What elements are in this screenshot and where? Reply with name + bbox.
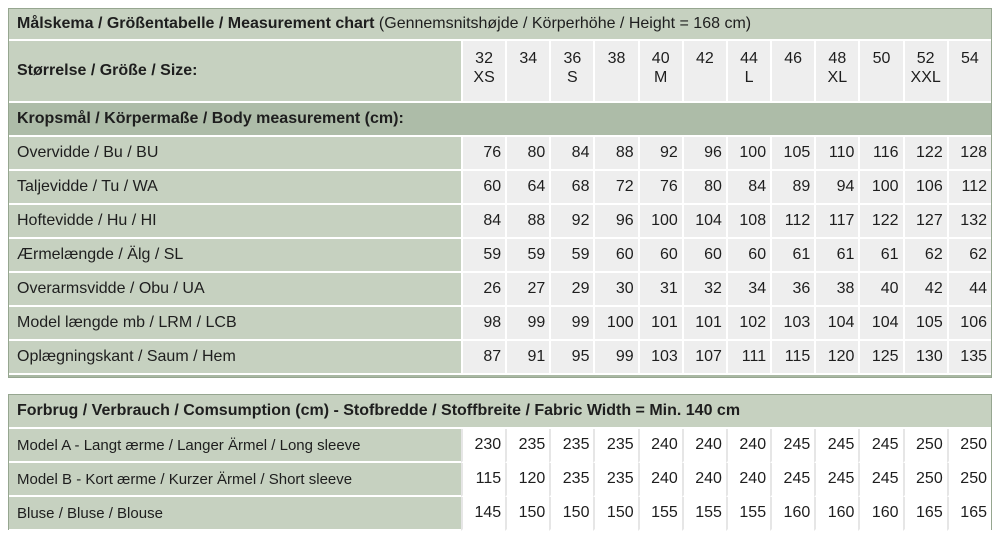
value-cell: 160 (770, 497, 814, 531)
value-cell: 76 (638, 171, 682, 205)
value-cell: 68 (549, 171, 593, 205)
value-cell: 99 (593, 341, 637, 375)
value-cell: 245 (858, 429, 902, 463)
value-cell: 120 (814, 341, 858, 375)
table-row (9, 239, 991, 273)
value-cell: 94 (814, 171, 858, 205)
row-label: Model længde mb / LRM / LCB (9, 307, 461, 341)
size-number: 52 (916, 50, 935, 67)
size-label: Størrelse / Größe / Size: (9, 41, 461, 103)
value-cell: 88 (505, 205, 549, 239)
value-cell: 100 (638, 205, 682, 239)
value-cell: 61 (770, 239, 814, 273)
size-header-cell (682, 41, 726, 103)
value-cell: 111 (726, 341, 770, 375)
value-cell: 91 (505, 341, 549, 375)
size-number: 34 (519, 50, 538, 67)
value-cell: 102 (726, 307, 770, 341)
value-cell: 155 (638, 497, 682, 531)
value-cell: 61 (814, 239, 858, 273)
size-number: 42 (695, 50, 714, 67)
size-header-cell (461, 41, 505, 103)
value-cell: 155 (682, 497, 726, 531)
value-cell: 145 (461, 497, 505, 531)
size-number: 40 (651, 50, 670, 67)
value-cell: 27 (505, 273, 549, 307)
value-cell: 101 (682, 307, 726, 341)
size-row (9, 41, 991, 103)
value-cell: 125 (858, 341, 902, 375)
consumption-panel (8, 394, 992, 530)
value-cell: 160 (858, 497, 902, 531)
value-cell: 235 (505, 429, 549, 463)
value-cell: 76 (461, 137, 505, 171)
value-cell: 92 (638, 137, 682, 171)
chart-title-row (9, 9, 991, 41)
size-number: 36 (563, 50, 582, 67)
size-header-cell (726, 41, 770, 103)
size-header-cell (814, 41, 858, 103)
value-cell: 60 (638, 239, 682, 273)
value-cell: 62 (903, 239, 947, 273)
value-cell: 34 (726, 273, 770, 307)
table-row (9, 205, 991, 239)
value-cell: 99 (505, 307, 549, 341)
value-cell: 240 (726, 429, 770, 463)
value-cell: 106 (947, 307, 991, 341)
value-cell: 128 (947, 137, 991, 171)
value-cell: 92 (549, 205, 593, 239)
value-cell: 130 (903, 341, 947, 375)
value-cell: 250 (947, 429, 991, 463)
size-letter: M (654, 69, 668, 86)
measurement-chart-panel (8, 8, 992, 378)
size-number: 46 (784, 50, 803, 67)
row-label: Model A - Langt ærme / Langer Ärmel / Long sleeve (9, 429, 461, 463)
value-cell: 116 (858, 137, 902, 171)
chart-title (9, 9, 991, 41)
size-letter: XS (473, 69, 495, 86)
measurement-table (9, 9, 991, 375)
value-cell: 240 (638, 429, 682, 463)
size-number: 54 (960, 50, 979, 67)
size-header-cell (505, 41, 549, 103)
value-cell: 36 (770, 273, 814, 307)
value-cell: 95 (549, 341, 593, 375)
value-cell: 150 (549, 497, 593, 531)
value-cell: 107 (682, 341, 726, 375)
value-cell: 44 (947, 273, 991, 307)
value-cell: 235 (593, 463, 637, 497)
value-cell: 110 (814, 137, 858, 171)
value-cell: 99 (549, 307, 593, 341)
value-cell: 127 (903, 205, 947, 239)
value-cell: 245 (814, 429, 858, 463)
value-cell: 60 (682, 239, 726, 273)
table-row (9, 341, 991, 375)
value-cell: 31 (638, 273, 682, 307)
value-cell: 87 (461, 341, 505, 375)
value-cell: 105 (903, 307, 947, 341)
size-number: 50 (872, 50, 891, 67)
row-label: Taljevidde / Tu / WA (9, 171, 461, 205)
value-cell: 42 (903, 273, 947, 307)
value-cell: 245 (858, 463, 902, 497)
value-cell: 112 (770, 205, 814, 239)
value-cell: 103 (770, 307, 814, 341)
value-cell: 250 (947, 463, 991, 497)
value-cell: 29 (549, 273, 593, 307)
value-cell: 100 (858, 171, 902, 205)
value-cell: 61 (858, 239, 902, 273)
value-cell: 59 (461, 239, 505, 273)
value-cell: 122 (858, 205, 902, 239)
row-label: Overvidde / Bu / BU (9, 137, 461, 171)
table-row (9, 137, 991, 171)
body-measurement-section-row (9, 103, 991, 137)
value-cell: 122 (903, 137, 947, 171)
value-cell: 40 (858, 273, 902, 307)
value-cell: 98 (461, 307, 505, 341)
value-cell: 115 (461, 463, 505, 497)
value-cell: 115 (770, 341, 814, 375)
value-cell: 100 (726, 137, 770, 171)
size-header-cell (770, 41, 814, 103)
table-row (9, 307, 991, 341)
row-label: Hoftevidde / Hu / HI (9, 205, 461, 239)
table-row (9, 273, 991, 307)
consumption-title-row (9, 395, 991, 429)
value-cell: 245 (814, 463, 858, 497)
size-header-cell (593, 41, 637, 103)
table-row (9, 497, 991, 531)
value-cell: 240 (638, 463, 682, 497)
size-header-cell (638, 41, 682, 103)
value-cell: 64 (505, 171, 549, 205)
value-cell: 84 (461, 205, 505, 239)
value-cell: 38 (814, 273, 858, 307)
value-cell: 30 (593, 273, 637, 307)
size-number: 48 (828, 50, 847, 67)
table-row (9, 463, 991, 497)
row-label: Overarmsvidde / Obu / UA (9, 273, 461, 307)
value-cell: 135 (947, 341, 991, 375)
chart-title-bold: Målskema / Größentabelle / Measurement chart (17, 15, 375, 32)
value-cell: 32 (682, 273, 726, 307)
size-number: 38 (607, 50, 626, 67)
value-cell: 80 (682, 171, 726, 205)
value-cell: 155 (726, 497, 770, 531)
size-letter: S (567, 69, 578, 86)
value-cell: 250 (903, 429, 947, 463)
value-cell: 88 (593, 137, 637, 171)
row-label: Bluse / Bluse / Blouse (9, 497, 461, 531)
value-cell: 60 (726, 239, 770, 273)
value-cell: 80 (505, 137, 549, 171)
size-number: 44 (740, 50, 758, 67)
value-cell: 112 (947, 171, 991, 205)
value-cell: 26 (461, 273, 505, 307)
value-cell: 132 (947, 205, 991, 239)
value-cell: 59 (505, 239, 549, 273)
value-cell: 62 (947, 239, 991, 273)
row-label: Ærmelængde / Älg / SL (9, 239, 461, 273)
value-cell: 104 (682, 205, 726, 239)
table-row (9, 429, 991, 463)
size-number: 32 (475, 50, 493, 67)
row-label: Model B - Kort ærme / Kurzer Ärmel / Short sleeve (9, 463, 461, 497)
value-cell: 235 (549, 429, 593, 463)
value-cell: 101 (638, 307, 682, 341)
value-cell: 59 (549, 239, 593, 273)
value-cell: 240 (682, 429, 726, 463)
value-cell: 240 (726, 463, 770, 497)
value-cell: 160 (814, 497, 858, 531)
value-cell: 150 (505, 497, 549, 531)
value-cell: 84 (726, 171, 770, 205)
value-cell: 100 (593, 307, 637, 341)
value-cell: 84 (549, 137, 593, 171)
row-label: Oplægningskant / Saum / Hem (9, 341, 461, 375)
table-row (9, 171, 991, 205)
value-cell: 150 (593, 497, 637, 531)
consumption-title: Forbrug / Verbrauch / Comsumption (cm) - Stofbredde / Stoffbreite / Fabric Width = Min. 140 cm (9, 395, 991, 429)
size-header-cell (858, 41, 902, 103)
value-cell: 245 (770, 429, 814, 463)
value-cell: 235 (549, 463, 593, 497)
value-cell: 108 (726, 205, 770, 239)
body-measurement-title: Kropsmål / Körpermaße / Body measurement (cm): (9, 103, 991, 137)
value-cell: 104 (814, 307, 858, 341)
value-cell: 120 (505, 463, 549, 497)
value-cell: 250 (903, 463, 947, 497)
size-letter: L (744, 69, 754, 86)
value-cell: 240 (682, 463, 726, 497)
value-cell: 105 (770, 137, 814, 171)
value-cell: 89 (770, 171, 814, 205)
value-cell: 96 (682, 137, 726, 171)
value-cell: 235 (593, 429, 637, 463)
value-cell: 60 (461, 171, 505, 205)
value-cell: 104 (858, 307, 902, 341)
chart-title-height: (Gennemsnitshøjde / Körperhöhe / Height = 168 cm) (374, 15, 752, 32)
size-letter: XXL (910, 69, 941, 86)
value-cell: 230 (461, 429, 505, 463)
value-cell: 60 (593, 239, 637, 273)
value-cell: 245 (770, 463, 814, 497)
size-header-cell (903, 41, 947, 103)
value-cell: 72 (593, 171, 637, 205)
size-header-cell (947, 41, 991, 103)
value-cell: 165 (903, 497, 947, 531)
value-cell: 165 (947, 497, 991, 531)
value-cell: 106 (903, 171, 947, 205)
value-cell: 117 (814, 205, 858, 239)
size-letter: XL (827, 69, 848, 86)
value-cell: 96 (593, 205, 637, 239)
size-header-cell (549, 41, 593, 103)
consumption-table (9, 395, 991, 531)
value-cell: 103 (638, 341, 682, 375)
